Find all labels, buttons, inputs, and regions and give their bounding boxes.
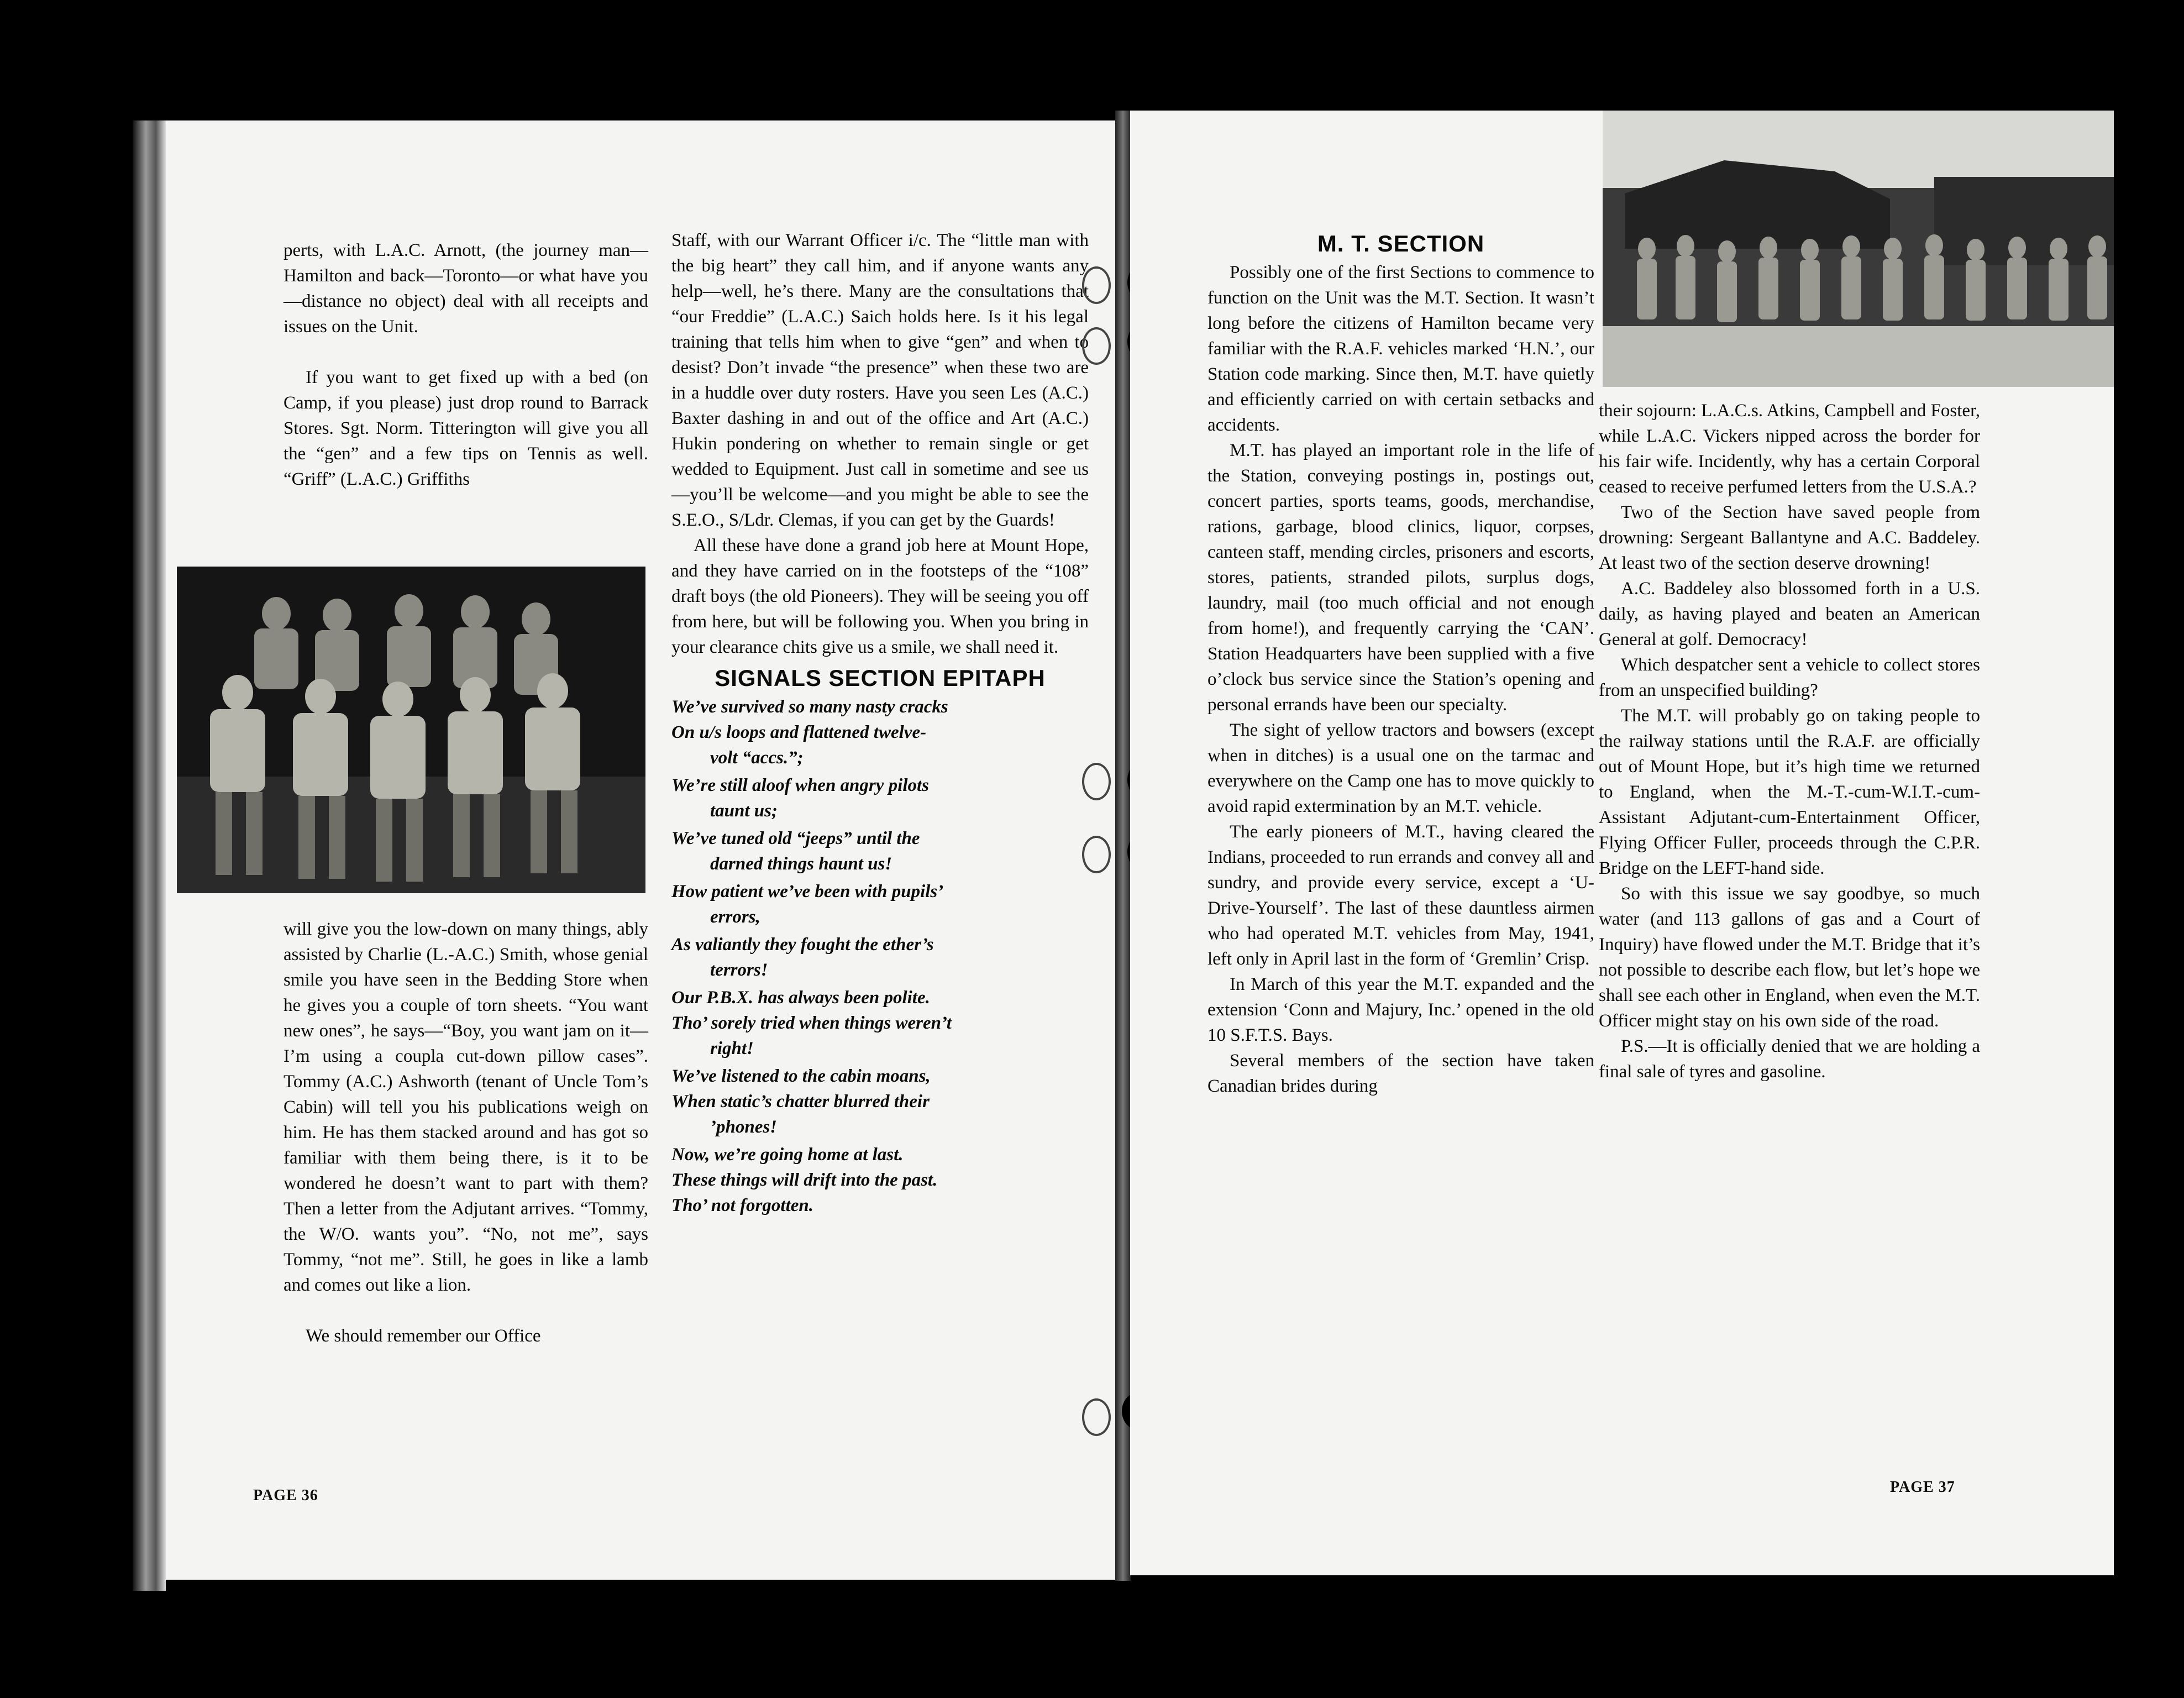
poem-line: As valiantly they fought the ether’s xyxy=(671,935,934,955)
signals-section-heading: SIGNALS SECTION EPITAPH xyxy=(715,665,1046,691)
paragraph: We should remember our Office xyxy=(306,1326,541,1346)
poem-line-continuation: terrors! xyxy=(710,960,768,980)
binding-hole-ring xyxy=(1082,327,1111,365)
poem-line: We’ve survived so many nasty cracks xyxy=(671,697,948,717)
paragraph: All these have done a grand job here at Mount Hope, and they have carried on in the footsteps of the “108” draft boys (the old Pioneers). They will be seeing you off from here, but will be following you. When you bring in your clearance chits give us a smile, we shall need it. xyxy=(671,536,1089,657)
paragraph: will give you the low-down on many things, ably assisted by Charlie (L.-A.C.) Smith, whose genial smile you have seen in the Bedding Store when he gives you a couple of torn sheets. “You want new ones”, he says—“Boy, you want jam on it—I’m using a coupla cut-down pillow cases”. Tommy (A.C.) Ashworth (tenant of Uncle Tom’s Cabin) will tell you his publications weigh on him. He has them stacked around and has got so familiar with them being there, is it to be wondered he doesn’t want to part with them? Then a letter from the Adjutant arrives. “Tommy, the W/O. wants you”. “No, not me”, says Tommy, “not me”. Still, he goes in like a lamb and comes out like a lion. xyxy=(284,919,648,1295)
paragraph: Two of the Section have saved people from drowning: Sergeant Ballantyne and A.C. Baddeley. At least two of the section deserve drowning! xyxy=(1599,502,1980,573)
poem-line: These things will drift into the past. xyxy=(671,1170,938,1190)
page-36 xyxy=(166,120,1116,1580)
page-37 xyxy=(1130,111,2114,1575)
right-column-1 xyxy=(1208,231,1594,1099)
right-column-2 xyxy=(1599,398,1980,1084)
poem-line: On u/s loops and flattened twelve- xyxy=(671,722,927,742)
poem-line: We’ve listened to the cabin moans, xyxy=(671,1066,931,1086)
page-number-right: PAGE 37 xyxy=(1890,1479,1955,1496)
paragraph: M.T. has played an important role in the life of the Station, conveying postings in, postings out, concert parties, sports teams, goods, merchandise, rations, garbage, blood clinics, liquor, corpses, canteen staff, mending circles, prisoners and escorts, stores, patients, stranded pilots, surplus dogs, laundry, mail (too much official and not enough from home!), and frequently carrying the ‘CAN’. Station Headquarters have been supplied with a five o’clock bus service since the Station’s opening and personal errands have been our specialty. xyxy=(1208,441,1594,715)
mt-section-group-photo xyxy=(1603,111,2114,387)
binding-hole-ring xyxy=(1082,266,1111,304)
poem-line-continuation: darned things haunt us! xyxy=(710,854,893,874)
book-edge xyxy=(133,120,166,1591)
left-column-2 xyxy=(671,228,1089,1218)
mt-photo-image xyxy=(1603,111,2114,387)
binding-hole-ring xyxy=(1082,836,1111,873)
poem-line: Tho’ sorely tried when things weren’t xyxy=(671,1013,952,1033)
poem-line: Tho’ not forgotten. xyxy=(671,1196,813,1215)
paragraph: In March of this year the M.T. expanded and the extension ‘Conn and Majury, Inc.’ opened in the old 10 S.F.T.S. Bays. xyxy=(1208,974,1594,1045)
mt-section-heading: M. T. SECTION xyxy=(1317,230,1485,256)
paragraph: Several members of the section have taken Canadian brides during xyxy=(1208,1051,1594,1096)
paragraph: So with this issue we say goodbye, so much water (and 113 gallons of gas and a Court of Inquiry) have flowed under the M.T. Bridge that it’s not possible to describe each flow, but let’s hope we shall see each other in England, when even the M.T. Officer might stay on his own side of the road. xyxy=(1599,884,1980,1031)
binding-hole-ring xyxy=(1082,763,1111,800)
paragraph: If you want to get fixed up with a bed (on Camp, if you please) just drop round to Barrack Stores. Sgt. Norm. Titterington will give you all the “gen” and a few tips on Tennis as well. “Griff” (L.A.C.) Griffiths xyxy=(284,368,648,489)
left-column-1-top xyxy=(284,238,648,492)
page-number-left: PAGE 36 xyxy=(253,1487,318,1504)
paragraph: The M.T. will probably go on taking people to the railway stations until the R.A.F. are officially out of Mount Hope, but it’s high time we returned to England, when the M.-T.-cum-W.I.T.-cum-Assistant Adjutant-cum-Entertainment Officer, Flying Officer Fuller, proceeds through the C.P.R. Bridge on the LEFT-hand side. xyxy=(1599,706,1980,878)
barrack-stores-group-photo xyxy=(177,567,645,893)
poem-line: We’ve tuned old “jeeps” until the xyxy=(671,829,920,848)
left-column-1-bottom xyxy=(284,916,648,1349)
paragraph: perts, with L.A.C. Arnott, (the journey man—Hamilton and back—Toronto—or what have you—distance no object) deal with all receipts and issues on the Unit. xyxy=(284,240,648,337)
group-photo-image xyxy=(177,567,645,893)
stores-article-continued xyxy=(671,228,1089,660)
paragraph: P.S.—It is officially denied that we are holding a final sale of tyres and gasoline. xyxy=(1599,1036,1980,1082)
poem-line: How patient we’ve been with pupils’ xyxy=(671,882,944,902)
paragraph: their sojourn: L.A.C.s. Atkins, Campbell and Foster, while L.A.C. Vickers nipped across the border for his fair wife. Incidently, why has a certain Corporal ceased to receive perfumed letters from the U.S.A.? xyxy=(1599,401,1980,497)
poem-line-continuation: errors, xyxy=(710,907,760,927)
poem-line-continuation: right! xyxy=(710,1039,754,1058)
poem-line: We’re still aloof when angry pilots xyxy=(671,775,929,795)
paragraph: Staff, with our Warrant Officer i/c. The “little man with the big heart” they call him, and if anyone wants any help—well, he’s there. Many are the consultations that “our Freddie” (L.A.C.) Saich holds here. Is it his legal training that tells him when to give “gen” and when to desist? Don’t invade “the presence” when these two are in a huddle over duty rosters. Have you seen Les (A.C.) Baxter dashing in and out of the office and Art (A.C.) Hukin pondering on whether to remain single or get wedded to Equipment. Just call in sometime and see us—you’ll be welcome—and you might be able to see the S.E.O., S/Ldr. Clemas, if you can get by the Guards! xyxy=(671,230,1089,530)
poem-line-continuation: ’phones! xyxy=(710,1117,778,1137)
paragraph: Possibly one of the first Sections to commence to function on the Unit was the M.T. Section. It wasn’t long before the citizens of Hamilton became very familiar with the R.A.F. vehicles marked ‘H.N.’, our Station code marking. Since then, M.T. have quietly and efficiently carried on with certain setbacks and accidents. xyxy=(1208,263,1594,435)
paragraph: The sight of yellow tractors and bowsers (except when in ditches) is a usual one on the tarmac and everywhere on the Camp one has to move quickly to avoid rapid extermination by an M.T. vehicle. xyxy=(1208,720,1594,816)
poem-line-continuation: volt “accs.”; xyxy=(710,748,804,768)
poem-line-continuation: taunt us; xyxy=(710,801,778,821)
poem-line: Now, we’re going home at last. xyxy=(671,1145,904,1165)
binding-hole-ring xyxy=(1082,1398,1111,1436)
poem-line: When static’s chatter blurred their xyxy=(671,1092,930,1112)
poem-line: Our P.B.X. has always been polite. xyxy=(671,988,930,1008)
paragraph: A.C. Baddeley also blossomed forth in a U.S. daily, as having played and beaten an American General at golf. Democracy! xyxy=(1599,579,1980,649)
paragraph: The early pioneers of M.T., having cleared the Indians, proceeded to run errands and convey all and sundry, and provide every service, except a ‘U-Drive-Yourself’. The last of these dauntless airmen who had operated M.T. vehicles from May, 1941, left only in April last in the form of ‘Gremlin’ Crisp. xyxy=(1208,822,1594,969)
signals-epitaph-poem xyxy=(671,694,1089,1218)
paragraph: Which despatcher sent a vehicle to collect stores from an unspecified building? xyxy=(1599,655,1980,700)
mt-article-part-1 xyxy=(1208,260,1594,1099)
